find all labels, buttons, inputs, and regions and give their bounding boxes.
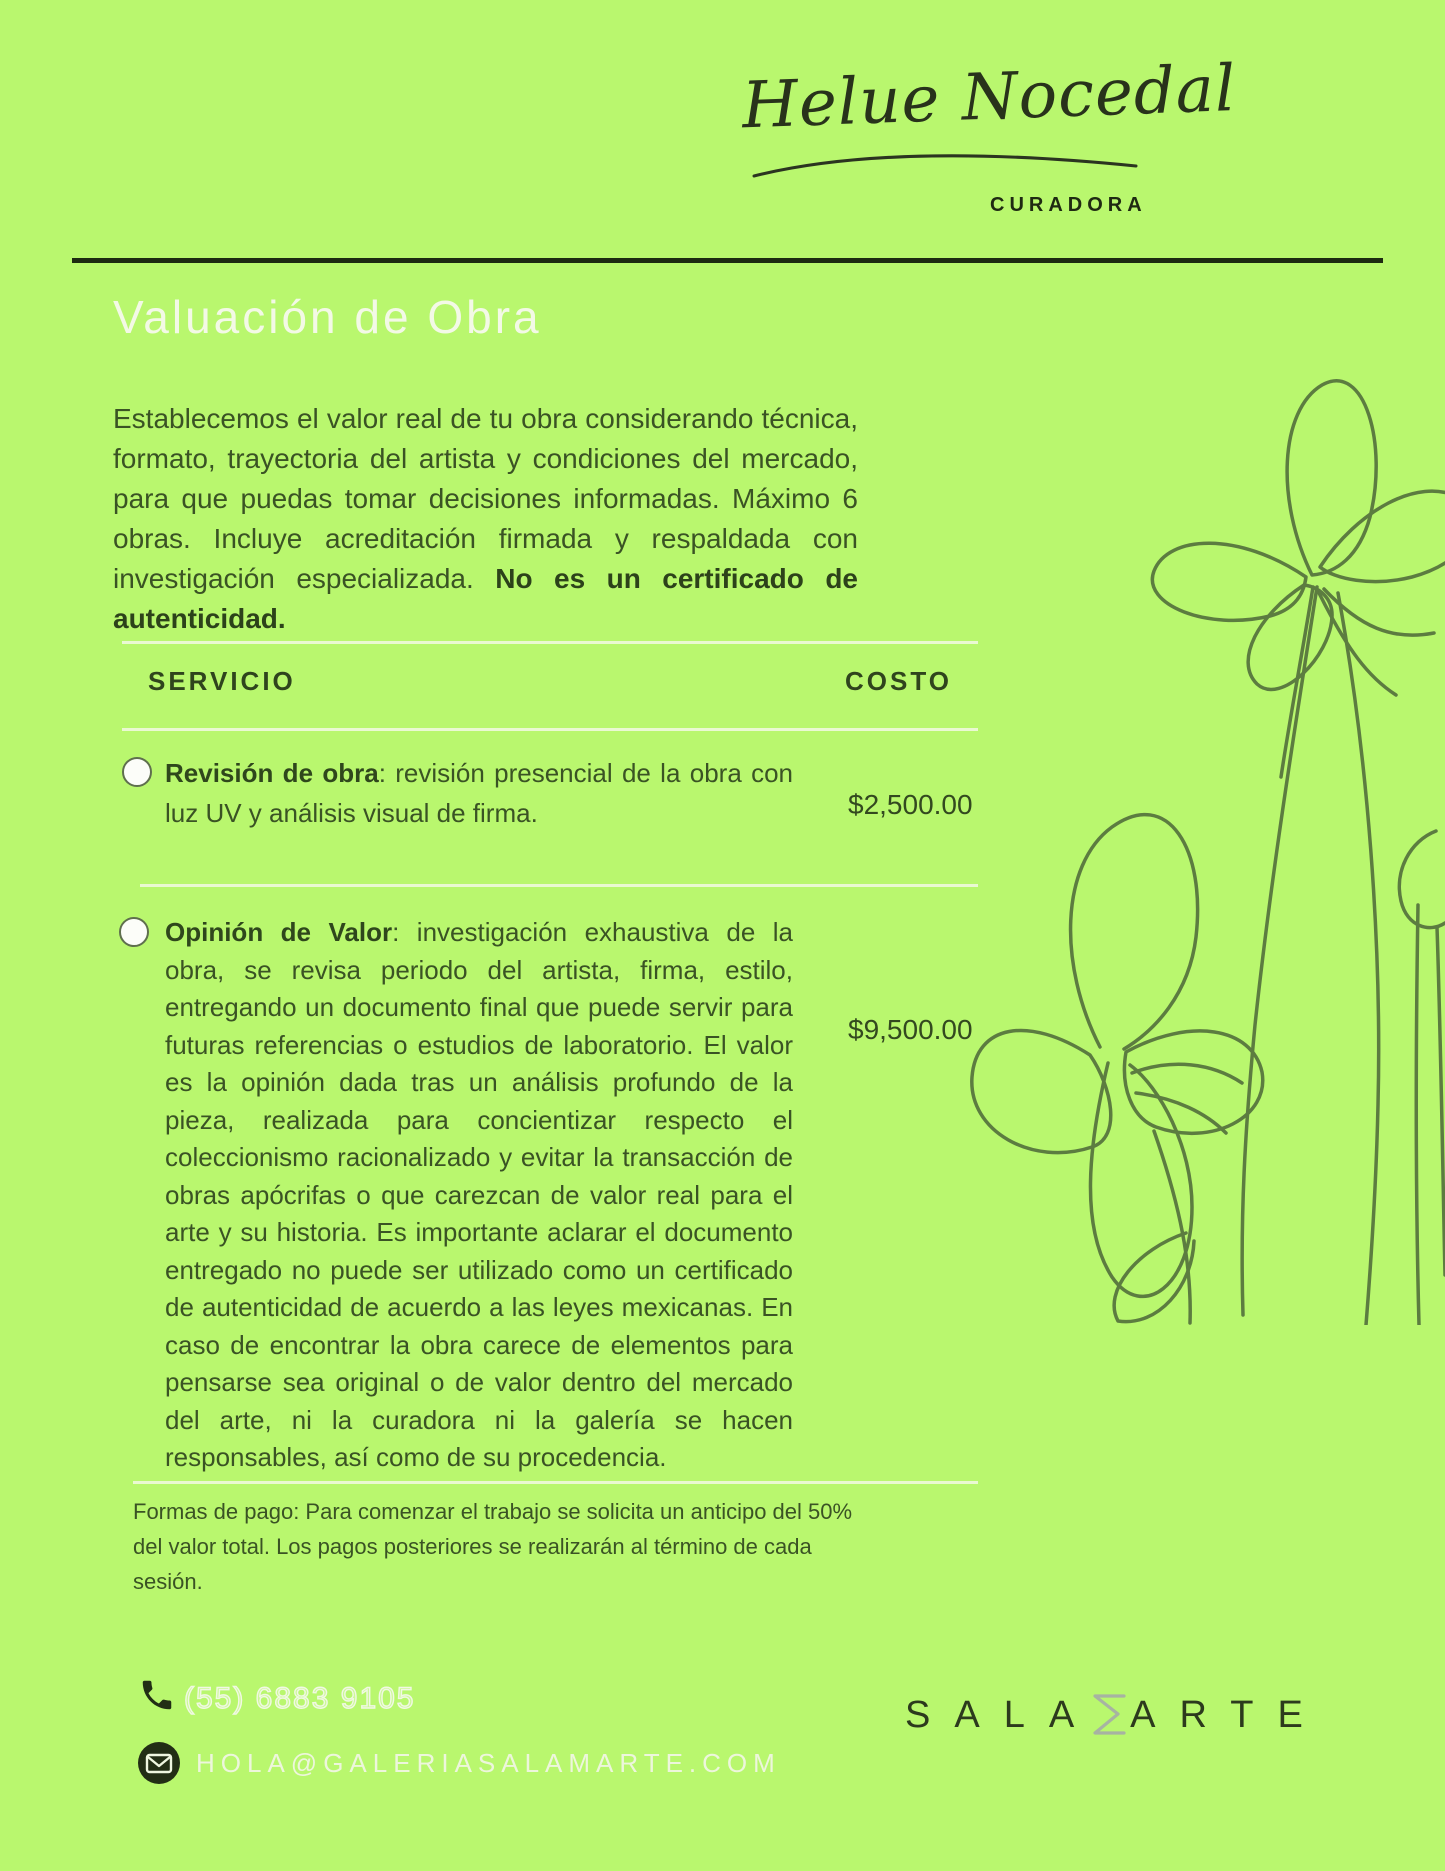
table-top-line: [122, 641, 978, 644]
payment-terms-note: Formas de pago: Para comenzar el trabajo se solicita un anticipo del 50% del valor total. Los pagos posteriores se realizarán al término de cada sesión.: [133, 1499, 853, 1594]
email-address: HOLA@GALERIASALAMARTE.COM: [196, 1748, 781, 1778]
curator-role-label: CURADORA: [990, 194, 1147, 216]
phone-number: (55) 6883 9105: [184, 1682, 416, 1715]
intro-disclaimer-bold: No es un certificado de autenticidad.: [113, 563, 858, 634]
salazarte-z-glyph: [1090, 1692, 1128, 1738]
signature-underline-flourish: [748, 146, 1143, 186]
service-2-name: Opinión de Valor: [165, 917, 393, 947]
page-title: Valuación de Obra: [113, 291, 542, 343]
service-2-description: Opinión de Valor: investigación exhaustiva de la obra, se revisa periodo del artista, firma, estilo, entregando un documento final que puede servir para futuras referencias o estudios de laboratorio. El valor es la opinión dada tras un análisis profundo de la pieza, realizada para concientizar respecto el coleccionismo racionalizado y evitar la transacción de obras apócrifas o que carezcan de valor real para el arte y su historia. Es importante aclarar el documento entregado no puede ser utilizado como un certificado de autenticidad de acuerdo a las leyes mexicanas. En caso de encontrar la obra carece de elementos para pensarse sea original o de valor dentro del mercado del arte, ni la curadora ni la galería se hacen responsables, así como de su procedencia.: [165, 917, 794, 1472]
gallery-logo-right: ARTE: [1130, 1693, 1327, 1736]
gallery-logo-left: SALA: [905, 1693, 1099, 1736]
table-bottom-line: [133, 1481, 978, 1484]
envelope-icon: [136, 1740, 182, 1786]
column-header-costo: COSTO: [845, 666, 952, 696]
phone-icon: [138, 1676, 176, 1714]
service-1-price: $2,500.00: [848, 789, 973, 820]
service-1-description: Revisión de obra: revisión presencial de la obra con luz UV y análisis visual de firma.: [165, 758, 794, 828]
service-2-price: $9,500.00: [848, 1014, 973, 1045]
intro-paragraph: [113, 399, 858, 639]
curator-signature: Helue Nocedal: [740, 52, 1238, 144]
table-header-underline: [122, 728, 978, 731]
flower-line-art: [940, 325, 1445, 1325]
column-header-servicio: SERVICIO: [148, 666, 296, 696]
header-divider-rule: [72, 258, 1383, 263]
intro-text: Establecemos el valor real de tu obra considerando técnica, formato, trayectoria del artista y condiciones del mercado, para que puedas tomar decisiones informadas. Máximo 6 obras. Incluye acreditación firmada y respaldada con investigación especializada.: [113, 403, 858, 594]
service-2-radio[interactable]: [119, 917, 149, 947]
row-divider-line: [140, 884, 978, 887]
gallery-logo: [905, 1692, 1327, 1738]
service-1-radio[interactable]: [122, 757, 152, 787]
service-1-name: Revisión de obra: [165, 758, 379, 788]
